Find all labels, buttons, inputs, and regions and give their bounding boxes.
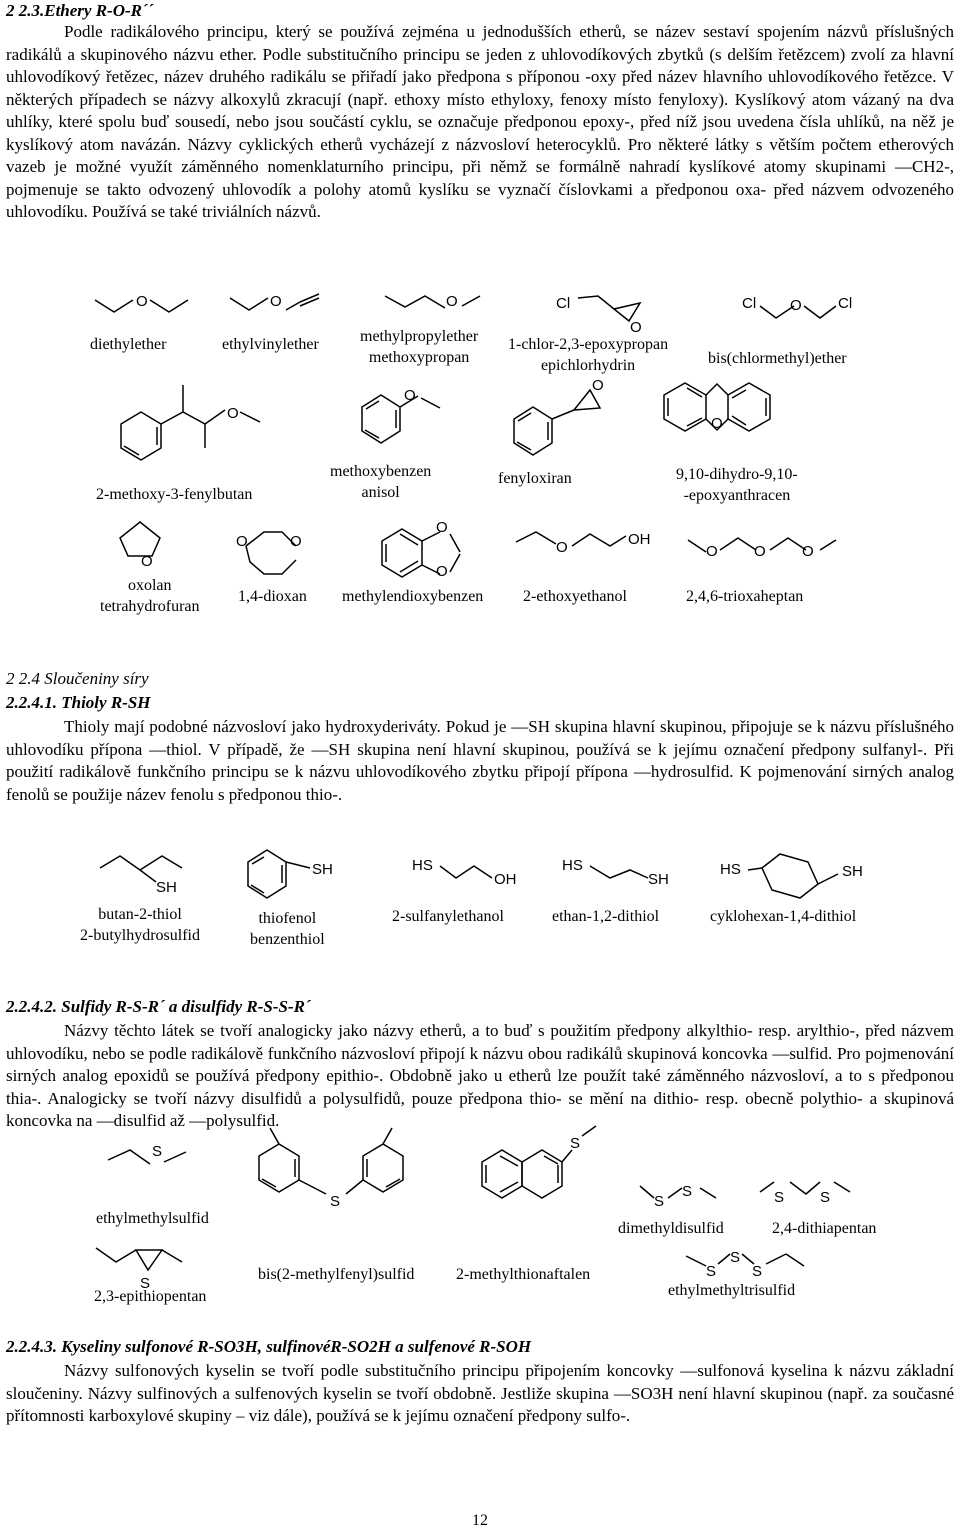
label-diethylether: diethylether <box>90 336 167 353</box>
label-bis-methylfenyl-sulfid: bis(2-methylfenyl)sulfid <box>258 1266 415 1283</box>
svg-text:S: S <box>654 1193 665 1210</box>
label-sulfanylethanol: 2-sulfanylethanol <box>392 908 504 925</box>
label-ethoxyethanol: 2-ethoxyethanol <box>523 588 627 605</box>
svg-text:O: O <box>270 293 282 310</box>
svg-text:Cl: Cl <box>838 295 853 312</box>
svg-text:S: S <box>682 1183 693 1200</box>
label-thiofenol: thiofenol benzenthiol <box>250 910 325 948</box>
label-ethylvinylether: ethylvinylether <box>222 336 319 353</box>
label-epithiopentan: 2,3-epithiopentan <box>94 1288 207 1305</box>
label-methylpropylether: methylpropylether methoxypropan <box>360 328 479 366</box>
svg-text:O: O <box>136 293 148 310</box>
section-thiols-heading: 2.2.4.1. Thioly R-SH <box>6 693 151 712</box>
label-ethylmethylsulfid: ethylmethylsulfid <box>96 1210 209 1227</box>
svg-text:O: O <box>236 533 248 550</box>
svg-text:HS: HS <box>412 857 433 874</box>
svg-text:SH: SH <box>156 879 177 896</box>
section-sulfides-heading: 2.2.4.2. Sulfidy R-S-R´ a disulfidy R-S-S-R´ <box>6 997 311 1016</box>
svg-text:O: O <box>436 563 448 580</box>
svg-text:O: O <box>790 297 802 314</box>
svg-text:SH: SH <box>312 861 333 878</box>
svg-text:SH: SH <box>648 871 669 888</box>
svg-text:HS: HS <box>720 861 741 878</box>
svg-text:Cl: Cl <box>742 295 757 312</box>
svg-text:S: S <box>330 1193 341 1210</box>
svg-text:O: O <box>802 543 814 560</box>
label-epoxyanthracen: 9,10-dihydro-9,10- -epoxyanthracen <box>676 466 798 504</box>
svg-text:O: O <box>630 319 642 336</box>
svg-text:S: S <box>820 1189 831 1206</box>
svg-text:O: O <box>754 543 766 560</box>
label-ethylmethyltrisulfid: ethylmethyltrisulfid <box>668 1282 796 1299</box>
svg-text:O: O <box>227 405 239 422</box>
label-methylthionaftalen: 2-methylthionaftalen <box>456 1266 591 1283</box>
svg-text:S: S <box>706 1263 717 1280</box>
label-oxolan: oxolan tetrahydrofuran <box>100 577 200 615</box>
svg-text:SH: SH <box>842 863 863 880</box>
page-number: 12 <box>472 1512 488 1529</box>
svg-text:O: O <box>141 553 153 570</box>
svg-text:O: O <box>290 533 302 550</box>
section-acids-paragraph: Názvy sulfonových kyselin se tvoří podle substitučního principu připojením koncovky —sulfonová kyselina k názvu základní sloučeniny. Názvy sulfinových a sulfenových kyselin se tvoří obdobně. Jestliže skupina —SO3H není hlavní skupinou (např. za současné přítomnosti karboxylové skupiny – viz dále), používá se k jejímu označení předpony sulfo-. <box>6 1361 954 1425</box>
label-fenyloxiran: fenyloxiran <box>498 470 572 487</box>
label-bis-chlormethyl-ether: bis(chlormethyl)ether <box>708 350 847 367</box>
svg-text:O: O <box>706 543 718 560</box>
section-thiols-paragraph: Thioly mají podobné názvosloví jako hydroxyderiváty. Pokud je —SH skupina hlavní skupinou, připojuje se k názvu příslušného uhlovodíku přípona —thiol. V případě, že —SH skupina není hlavní skupinou, používá se k jejímu označení předpony sulfanyl-. Při použití radikálově funkčního principu se k názvu uhlovodíkového zbytku připojí přípona —hydrosulfid. K pojmenování sirných analog fenolů se použije název fenolu s předponou thio-. <box>6 717 954 804</box>
svg-text:O: O <box>446 293 458 310</box>
label-trioxaheptan: 2,4,6-trioxaheptan <box>686 588 804 605</box>
svg-text:O: O <box>592 377 604 394</box>
svg-text:OH: OH <box>494 871 517 888</box>
section-ethers-paragraph: Podle radikálového principu, který se používá zejména u jednodušších etherů, se název sestaví spojením názvů příslušných radikálů a skupinového názvu ether. Podle substitučního principu se jeden z uhlovodíkových zbytků (s delším řetězcem) zvolí za hlavní uhlovodíkový řetězec, název druhého radikálu se přiřadí jako předpona s příponou -oxy před název hlavního uhlovodíkového řetězce. V některých případech se názvy alkoxylů zkracují (např. ethoxy místo ethyloxy, fenoxy místo fenyloxy). Kyslíkový atom vázaný na dva uhlíky, které spolu buď sousedí, nebo jsou součástí cyklu, se označuje předponou epoxy-, před níž jsou uvedena čísla uhlíků, na něž je kyslíkový atom navázán. Názvy cyklických etherů vycházejí z názvosloví heterocyklů. Pro některé látky s větším počtem etherových vazeb je možné využít záměnného nomenklaturního principu, při němž se formálně nahradí kyslíkové atomy skupinami —CH2-, pojmenuje se takto odvozený uhlovodík a polohy atomů kyslíku se vyznačí číslovkami a předponou oxa- před názvem odvozeného uhlovodíku. Používá se také triviálních názvů. <box>6 22 954 221</box>
svg-text:O: O <box>711 415 723 432</box>
svg-text:S: S <box>730 1249 741 1266</box>
svg-text:O: O <box>436 519 448 536</box>
label-dithiapentan: 2,4-dithiapentan <box>772 1220 877 1237</box>
svg-text:S: S <box>152 1143 163 1160</box>
section-ethers-heading: 2 2.3.Ethery R-O-R´´ <box>6 1 154 20</box>
label-dimethyldisulfid: dimethyldisulfid <box>618 1220 724 1237</box>
svg-text:S: S <box>752 1263 763 1280</box>
svg-text:S: S <box>774 1189 785 1206</box>
section-acids-heading: 2.2.4.3. Kyseliny sulfonové R-SO3H, sulfinovéR-SO2H a sulfenové R-SOH <box>6 1337 532 1356</box>
label-epichlorhydrin: 1-chlor-2,3-epoxypropan epichlorhydrin <box>508 336 669 374</box>
svg-text:OH: OH <box>628 531 651 548</box>
label-cyklohexandithiol: cyklohexan-1,4-dithiol <box>710 908 857 925</box>
label-methylendioxybenzen: methylendioxybenzen <box>342 588 484 605</box>
label-butanthiol: butan-2-thiol 2-butylhydrosulfid <box>80 906 200 944</box>
section-sulfur-heading: 2 2.4 Sloučeniny síry <box>6 669 149 688</box>
svg-text:Cl: Cl <box>556 295 571 312</box>
svg-text:O: O <box>556 539 568 556</box>
svg-text:S: S <box>140 1275 151 1292</box>
label-dioxan: 1,4-dioxan <box>238 588 307 605</box>
svg-text:HS: HS <box>562 857 583 874</box>
svg-text:O: O <box>404 387 416 404</box>
svg-text:S: S <box>570 1135 581 1152</box>
label-methoxy-fenylbutan: 2-methoxy-3-fenylbutan <box>96 486 253 503</box>
label-ethandithiol: ethan-1,2-dithiol <box>552 908 660 925</box>
section-sulfides-paragraph: Názvy těchto látek se tvoří analogicky jako názvy etherů, a to buď s použitím předpony alkylthio- resp. arylthio-, před názvem uhlovodíku, nebo se podle radikálově funkčního názvosloví připojí k názvu obou radikálů skupinová koncovka —sulfid. Pro pojmenování sirných analog epoxidů se používá předpony epithio-. Obdobně jako u etherů lze použít také záměnného názvosloví, a to s předponou thia-. Analogicky se tvoří názvy disulfidů a polysulfidů, pouze předpona thio- se mění na dithio- resp. obecně polythio- a skupinová koncovka na —disulfid až —polysulfid. <box>6 1021 954 1130</box>
label-anisol: methoxybenzen anisol <box>330 463 432 501</box>
